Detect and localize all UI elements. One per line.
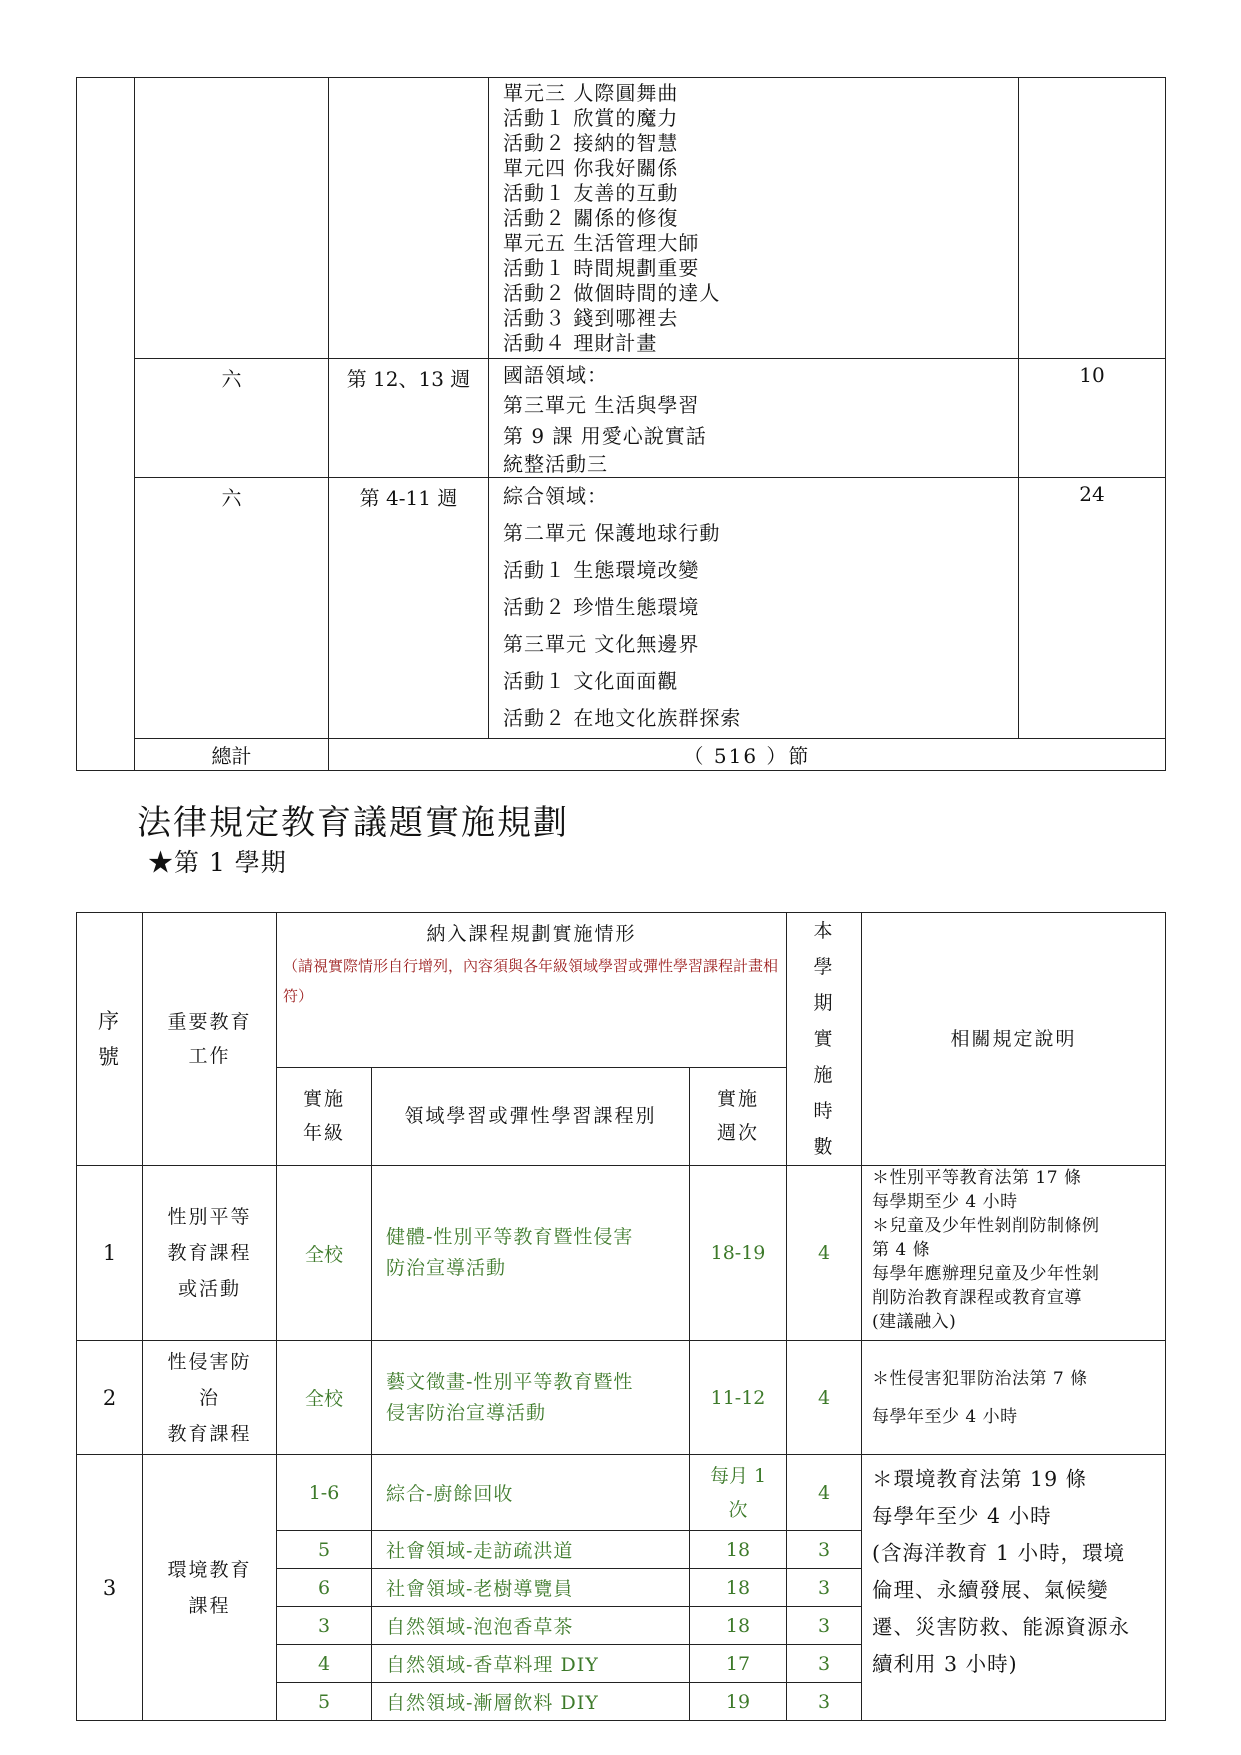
weeks-cell: 第 4-11 週 bbox=[329, 478, 489, 739]
table-row bbox=[77, 478, 1166, 739]
content-cell bbox=[489, 359, 1019, 478]
header-law: 相關規定說明 bbox=[862, 913, 1166, 1166]
header-grade: 實施年級 bbox=[277, 1067, 372, 1165]
grade-cell: 六 bbox=[135, 359, 329, 478]
hours-cell: 3 bbox=[787, 1683, 862, 1721]
section-title: 法律規定教育議題實施規劃 bbox=[137, 803, 569, 843]
header-plan: 納入課程規劃實施情形 （請視實際情形自行增列，內容須與各年級領域學習或彈性學習課程計畫相符） bbox=[277, 913, 787, 1068]
week-cell: 17 bbox=[690, 1645, 787, 1683]
content-line: 活動２ 關係的修復 bbox=[503, 206, 679, 230]
content-line: 活動１ 文化面面觀 bbox=[503, 669, 679, 693]
week-cell: 每月 1 次 bbox=[690, 1455, 787, 1531]
course-cell: 自然領域-泡泡香草茶 bbox=[372, 1607, 690, 1645]
content-line: 活動１ 時間規劃重要 bbox=[503, 256, 700, 280]
grade-cell: 全校 bbox=[277, 1341, 372, 1455]
hours-cell: 4 bbox=[787, 1341, 862, 1455]
course-cell: 健體-性別平等教育暨性侵害 防治宣導活動 bbox=[372, 1166, 690, 1341]
law-cell: ＊性別平等教育法第 17 條 每學期至少 4 小時 ＊兒童及少年性剝削防制條例 第 4 條 每學年應辦理兒童及少年性剝 削防治教育課程或教育宣導 (建議融入) bbox=[862, 1166, 1166, 1341]
course-cell: 自然領域-香草料理 DIY bbox=[372, 1645, 690, 1683]
header-row bbox=[77, 913, 1166, 1068]
content-line: 活動２ 接納的智慧 bbox=[503, 131, 679, 155]
curriculum-table bbox=[76, 77, 1166, 771]
content-line: 活動２ 在地文化族群探索 bbox=[503, 706, 742, 730]
hours-cell: 10 bbox=[1019, 359, 1166, 478]
week-cell: 18-19 bbox=[690, 1166, 787, 1341]
seq-cell: 2 bbox=[77, 1341, 143, 1455]
grade-cell: 全校 bbox=[277, 1166, 372, 1341]
content-cell bbox=[489, 78, 1019, 359]
seq-cell: 3 bbox=[77, 1455, 143, 1721]
task-cell: 性侵害防 治 教育課程 bbox=[143, 1341, 277, 1455]
header-plan-note: （請視實際情形自行增列，內容須與各年級領域學習或彈性學習課程計畫相符） bbox=[283, 957, 779, 1005]
content-line: 活動３ 錢到哪裡去 bbox=[503, 306, 679, 330]
semester-label: ★第 1 學期 bbox=[148, 848, 287, 877]
content-line: 活動１ 欣賞的魔力 bbox=[503, 106, 679, 130]
grade-cell bbox=[135, 78, 329, 359]
hours-cell bbox=[1019, 78, 1166, 359]
table-row bbox=[77, 1455, 1166, 1531]
content-line: 綜合領域： bbox=[503, 484, 608, 508]
header-task: 重要教育工作 bbox=[143, 913, 277, 1166]
law-cell: ＊環境教育法第 19 條 每學年至少 4 小時 (含海洋教育 1 小時，環境 倫理、永續發展、氣候變 遷、災害防救、能源資源永 續利用 3 小時) bbox=[862, 1455, 1166, 1721]
header-course: 領域學習或彈性學習課程別 bbox=[372, 1067, 690, 1165]
header-seq: 序號 bbox=[77, 913, 143, 1166]
week-cell: 11-12 bbox=[690, 1341, 787, 1455]
grade-cell: 5 bbox=[277, 1683, 372, 1721]
content-line: 活動１ 友善的互動 bbox=[503, 181, 679, 205]
content-line: 活動２ 做個時間的達人 bbox=[503, 281, 721, 305]
hours-cell: 3 bbox=[787, 1607, 862, 1645]
grade-cell: 6 bbox=[277, 1569, 372, 1607]
seq-cell: 1 bbox=[77, 1166, 143, 1341]
content-line: 第 9 課 用愛心說實話 bbox=[503, 424, 707, 448]
hours-cell: 3 bbox=[787, 1645, 862, 1683]
grade-cell: 5 bbox=[277, 1531, 372, 1569]
law-cell: ＊性侵害犯罪防治法第 7 條 每學年至少 4 小時 bbox=[862, 1341, 1166, 1455]
hours-cell: 3 bbox=[787, 1531, 862, 1569]
table-row bbox=[77, 1341, 1166, 1455]
grade-cell: 1-6 bbox=[277, 1455, 372, 1531]
content-line: 活動１ 生態環境改變 bbox=[503, 558, 700, 582]
weeks-cell bbox=[329, 78, 489, 359]
weeks-cell: 第 12、13 週 bbox=[329, 359, 489, 478]
grade-cell: 六 bbox=[135, 478, 329, 739]
hours-cell: 3 bbox=[787, 1569, 862, 1607]
content-line: 第三單元 生活與學習 bbox=[503, 393, 700, 417]
course-cell: 藝文徵畫-性別平等教育暨性 侵害防治宣導活動 bbox=[372, 1341, 690, 1455]
task-cell: 環境教育 課程 bbox=[143, 1455, 277, 1721]
task-cell: 性別平等 教育課程 或活動 bbox=[143, 1166, 277, 1341]
grade-cell: 4 bbox=[277, 1645, 372, 1683]
content-line: 活動４ 理財計畫 bbox=[503, 331, 658, 355]
week-cell: 18 bbox=[690, 1569, 787, 1607]
week-cell: 18 bbox=[690, 1607, 787, 1645]
table-row bbox=[77, 359, 1166, 478]
total-label: 總計 bbox=[135, 739, 329, 771]
total-value: （ 516 ）節 bbox=[329, 739, 1166, 771]
issue-plan-table bbox=[76, 912, 1166, 1721]
hours-cell: 24 bbox=[1019, 478, 1166, 739]
course-cell: 社會領域-走訪疏洪道 bbox=[372, 1531, 690, 1569]
grade-cell: 3 bbox=[277, 1607, 372, 1645]
header-week: 實施週次 bbox=[690, 1067, 787, 1165]
total-row bbox=[77, 739, 1166, 771]
course-cell: 綜合-廚餘回收 bbox=[372, 1455, 690, 1531]
content-cell bbox=[489, 478, 1019, 739]
hours-cell: 4 bbox=[787, 1455, 862, 1531]
week-cell: 19 bbox=[690, 1683, 787, 1721]
table-row bbox=[77, 78, 1166, 359]
content-line: 單元四 你我好關係 bbox=[503, 156, 679, 180]
hours-cell: 4 bbox=[787, 1166, 862, 1341]
content-line: 第三單元 文化無邊界 bbox=[503, 632, 700, 656]
header-hours: 本學期實施時數 bbox=[787, 913, 862, 1166]
course-cell: 社會領域-老樹導覽員 bbox=[372, 1569, 690, 1607]
content-line: 統整活動三 bbox=[503, 452, 608, 476]
blank-side-cell bbox=[77, 78, 135, 771]
content-line: 單元三 人際圓舞曲 bbox=[503, 81, 679, 105]
content-line: 國語領域： bbox=[503, 363, 608, 387]
content-line: 活動２ 珍惜生態環境 bbox=[503, 595, 700, 619]
table-row bbox=[77, 1166, 1166, 1341]
content-line: 單元五 生活管理大師 bbox=[503, 231, 700, 255]
week-cell: 18 bbox=[690, 1531, 787, 1569]
content-line: 第二單元 保護地球行動 bbox=[503, 521, 721, 545]
course-cell: 自然領域-漸層飲料 DIY bbox=[372, 1683, 690, 1721]
